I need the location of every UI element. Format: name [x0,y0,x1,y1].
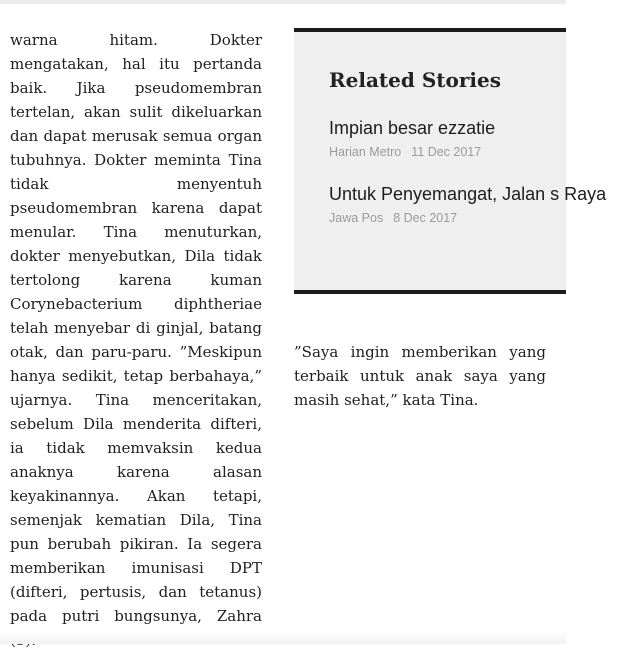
related-story-link[interactable]: Impian besar ezzatie [329,118,496,138]
story-date: 8 Dec 2017 [393,211,458,225]
story-source: Jawa Pos [329,211,384,225]
related-story-meta [329,144,629,160]
article-body-paragraph: warna hitam. Dokter mengatakan, hal itu pertanda baik. Jika pseudomembran tertelan, akan sulit dikeluarkan dan dapat merusak semua organ tubuhnya. Dokter meminta Tina tidak menyentuh pseudomembran karena dapat menular. Tina menuturkan, dokter menyebutkan, Dila tidak tertolong karena kuman Corynebacterium diphtheriae telah menyebar di ginjal, batang otak, dan paru-paru. ”Meskipun hanya sedikit, tetap berbahaya,” ujarnya. Tina menceritakan, sebelum Dila menderita difteri, ia tidak memvaksin kedua anaknya karena alasan keyakinannya. Akan tetapi, semenjak kematian Dila, Tina pun berubah pikiran. Ia segera memberikan imunisasi DPT (difteri, pertusis, dan tetanus) pada putri bungsunya, Zahra [10,31,262,625]
related-story-item[interactable] [329,182,629,226]
article-quote-paragraph: ”Saya ingin memberikan yang terbaik untuk anak saya yang masih sehat,” kata Tina. [294,343,546,409]
related-stories-panel [294,28,607,294]
related-story-meta [329,210,629,226]
bottom-edge [0,631,566,644]
top-divider [0,0,566,4]
related-stories-heading: Related Stories [329,68,501,92]
related-story-item[interactable] [329,116,629,160]
story-source: Harian Metro [329,145,402,159]
story-date: 11 Dec 2017 [411,145,482,159]
related-story-link[interactable]: Untuk Penyemangat, Jalan s Raya [329,184,607,204]
